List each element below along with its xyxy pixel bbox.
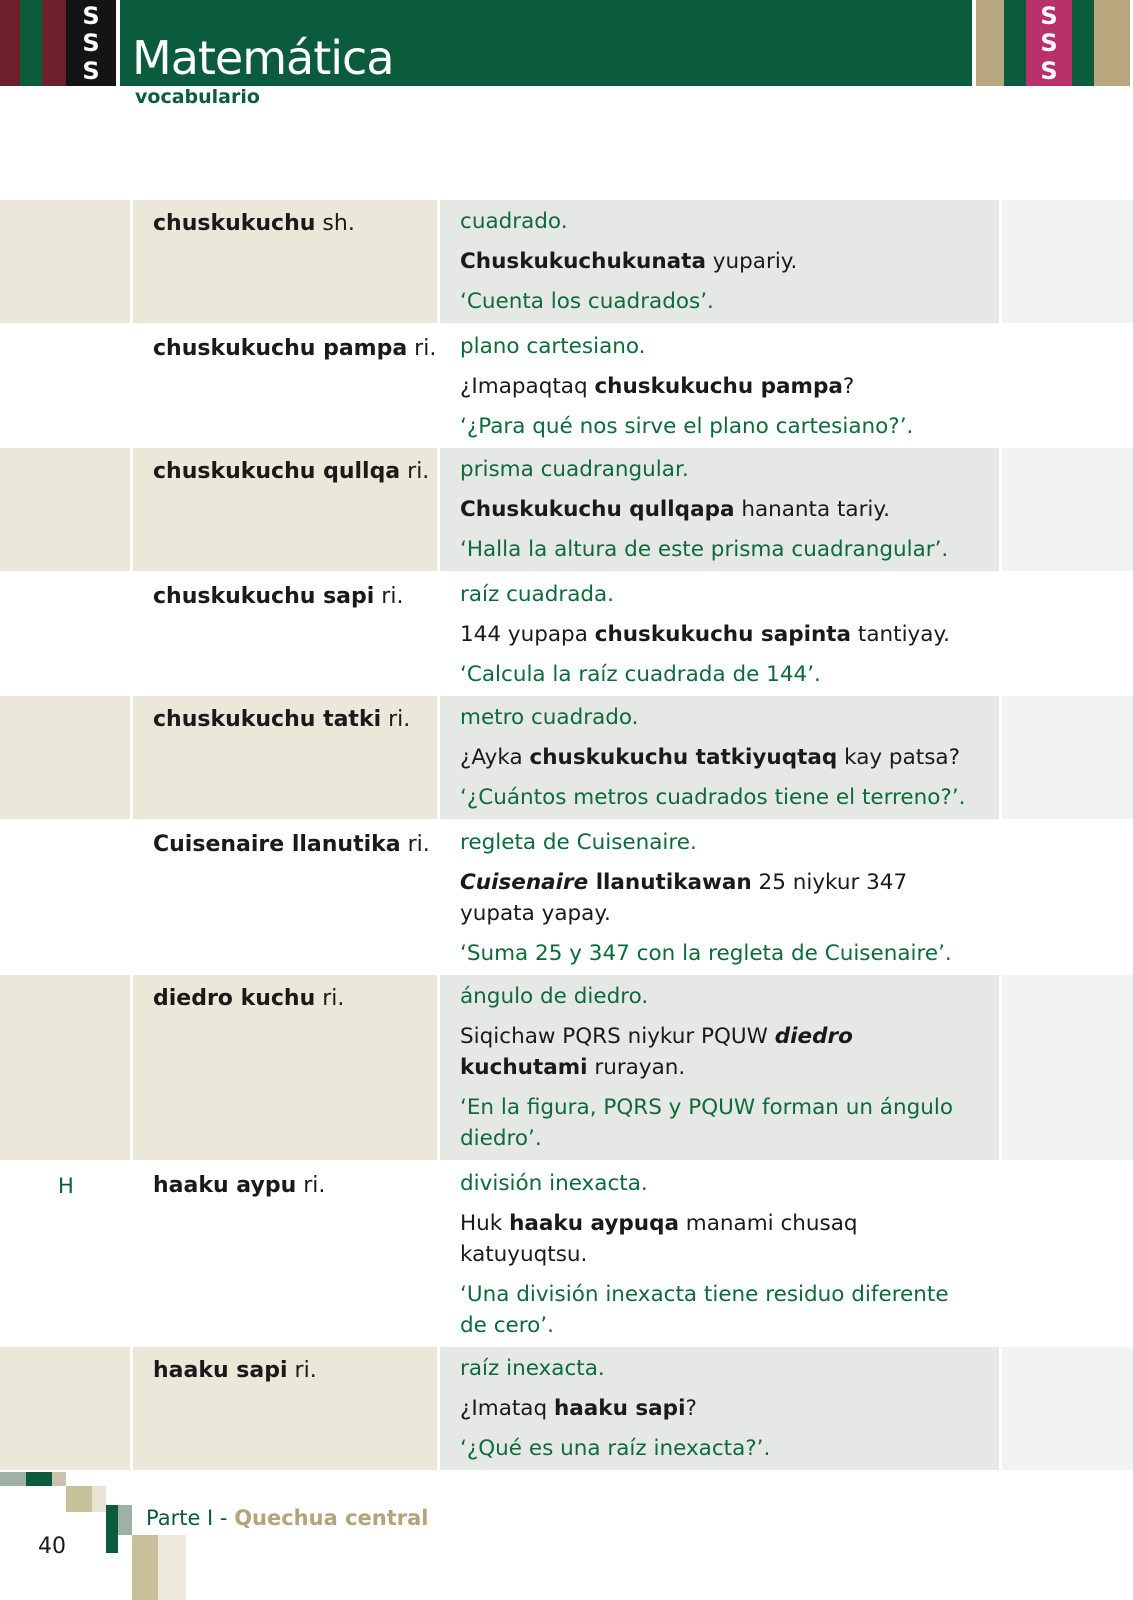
example-translation: ‘Cuenta los cuadrados’. <box>460 289 714 314</box>
footer-part-label <box>146 1506 428 1530</box>
headword <box>133 200 437 238</box>
part-of-speech: ri. <box>296 1173 326 1198</box>
definition-text: división inexacta. <box>460 1171 648 1196</box>
term-cell <box>133 975 437 1160</box>
margin-cell <box>1002 573 1133 696</box>
definition-cell <box>440 325 999 448</box>
headword-text: chuskukuchu pampa <box>153 336 408 361</box>
example-sentence <box>460 371 979 402</box>
vocab-entry-row <box>0 325 1133 448</box>
definition-text: cuadrado. <box>460 209 568 234</box>
footer-part-name: Quechua central <box>234 1506 429 1530</box>
example-sentence <box>460 619 979 650</box>
margin-cell <box>1002 1162 1133 1347</box>
example-segment: kay patsa? <box>837 745 960 770</box>
header-stripe <box>1094 0 1130 86</box>
headword <box>133 448 437 486</box>
example-translation: ‘Calcula la raíz cuadrada de 144’. <box>460 662 821 687</box>
header-stripe <box>976 0 1004 86</box>
example-segment: ? <box>685 1396 697 1421</box>
term-cell <box>133 200 437 323</box>
header-stripe <box>0 0 20 86</box>
header-pattern-glyphs: S S S <box>82 1 100 85</box>
vocab-entry-row <box>0 1347 1133 1472</box>
index-letter-cell <box>0 448 130 571</box>
vocab-entry-row <box>0 1162 1133 1347</box>
index-letter: H <box>58 1174 74 1198</box>
index-letter-cell <box>0 573 130 696</box>
example-segment: llanutikawan <box>588 870 752 895</box>
index-letter-cell <box>0 200 130 323</box>
definition-text: regleta de Cuisenaire. <box>460 830 697 855</box>
footer-square <box>158 1535 186 1600</box>
example-segment: 144 yupapa <box>460 622 595 647</box>
definition-text: ángulo de diedro. <box>460 984 649 1009</box>
headword-text: haaku sapi <box>153 1358 288 1383</box>
footer-square <box>26 1472 52 1486</box>
example-segment: Chuskukuchu qullqapa <box>460 497 735 522</box>
example-sentence <box>460 867 979 929</box>
margin-cell <box>1002 448 1133 571</box>
header-pattern-glyphs: S S S <box>1040 1 1058 85</box>
headword-text: Cuisenaire llanutika <box>153 832 401 857</box>
example-translation: ‘¿Cuántos metros cuadrados tiene el terreno?’. <box>460 785 966 810</box>
term-cell <box>133 696 437 819</box>
term-cell <box>133 1347 437 1470</box>
footer-square <box>0 1472 26 1486</box>
definition-cell <box>440 573 999 696</box>
footer-square <box>118 1505 132 1535</box>
index-letter-cell <box>0 1347 130 1470</box>
footer-square <box>132 1535 158 1600</box>
term-cell <box>133 821 437 975</box>
example-segment: hananta tariy. <box>734 497 890 522</box>
header-stripe <box>1072 0 1094 86</box>
part-of-speech: sh. <box>315 211 355 236</box>
example-segment: chuskukuchu pampa <box>594 374 843 399</box>
example-sentence <box>460 494 979 525</box>
margin-cell <box>1002 975 1133 1160</box>
index-letter-cell <box>0 325 130 448</box>
example-sentence <box>460 742 979 773</box>
example-translation: ‘Suma 25 y 347 con la regleta de Cuisenaire’. <box>460 941 952 966</box>
vocab-entry-row <box>0 975 1133 1162</box>
part-of-speech: ri. <box>400 832 430 857</box>
example-sentence <box>460 1393 979 1424</box>
vocabulary-table <box>0 200 1133 1472</box>
example-segment: Huk <box>460 1211 510 1236</box>
margin-cell <box>1002 696 1133 819</box>
headword <box>133 975 437 1013</box>
header-stripe <box>42 0 66 86</box>
example-segment: Cuisenaire <box>460 870 589 895</box>
definition-cell <box>440 821 999 975</box>
example-segment: haaku aypuqa <box>509 1211 679 1236</box>
example-sentence <box>460 1021 979 1083</box>
headword <box>133 821 437 859</box>
margin-cell <box>1002 1347 1133 1470</box>
headword <box>133 1162 437 1200</box>
footer-part-prefix: Parte I - <box>146 1506 235 1530</box>
margin-cell <box>1002 821 1133 975</box>
example-translation: ‘¿Qué es una raíz inexacta?’. <box>460 1436 771 1461</box>
margin-cell <box>1002 200 1133 323</box>
index-letter-cell <box>0 821 130 975</box>
example-segment: 25 niykur 347 yupata yapay. <box>460 870 908 926</box>
example-sentence <box>460 246 979 277</box>
example-segment: diedro <box>774 1024 853 1049</box>
footer-square <box>66 1486 92 1512</box>
index-letter-cell <box>0 696 130 819</box>
example-segment: rurayan. <box>587 1055 686 1080</box>
vocab-entry-row <box>0 696 1133 821</box>
definition-cell <box>440 1162 999 1347</box>
example-segment: tantiyay. <box>851 622 950 647</box>
example-segment: chuskukuchu tatkiyuqtaq <box>529 745 838 770</box>
footer-square <box>106 1505 118 1553</box>
headword-text: chuskukuchu tatki <box>153 707 382 732</box>
example-segment: yupariy. <box>705 249 798 274</box>
vocab-entry-row <box>0 573 1133 696</box>
page-header <box>0 0 1133 86</box>
headword-text: chuskukuchu <box>153 211 316 236</box>
part-of-speech: ri. <box>381 707 411 732</box>
definition-cell <box>440 448 999 571</box>
definition-cell <box>440 696 999 819</box>
definition-text: prisma cuadrangular. <box>460 457 689 482</box>
margin-cell <box>1002 325 1133 448</box>
definition-cell <box>440 975 999 1160</box>
header-title-bar <box>120 0 972 86</box>
example-translation: ‘¿Para qué nos sirve el plano cartesiano?’. <box>460 414 914 439</box>
term-cell <box>133 573 437 696</box>
example-translation: ‘Una división inexacta tiene residuo diferente de cero’. <box>460 1282 949 1338</box>
vocab-entry-row <box>0 200 1133 325</box>
headword-text: diedro kuchu <box>153 986 316 1011</box>
index-letter-cell <box>0 1162 130 1347</box>
part-of-speech: ri. <box>287 1358 317 1383</box>
definition-text: plano cartesiano. <box>460 334 646 359</box>
headword-text: chuskukuchu qullqa <box>153 459 401 484</box>
definition-text: raíz inexacta. <box>460 1356 605 1381</box>
footer-square <box>92 1486 106 1512</box>
vocab-entry-row <box>0 448 1133 573</box>
definition-text: metro cuadrado. <box>460 705 639 730</box>
headword <box>133 573 437 611</box>
example-translation: ‘En la figura, PQRS y PQUW forman un ángulo diedro’. <box>460 1095 953 1151</box>
vocab-entry-row <box>0 821 1133 975</box>
definition-text: raíz cuadrada. <box>460 582 615 607</box>
example-segment: haaku sapi <box>553 1396 686 1421</box>
example-segment: ¿Imataq <box>460 1396 554 1421</box>
example-segment: ¿Ayka <box>460 745 530 770</box>
headword <box>133 325 437 363</box>
section-subtitle: vocabulario <box>135 86 260 108</box>
term-cell <box>133 448 437 571</box>
example-segment: ¿Imapaqtaq <box>460 374 595 399</box>
example-translation: ‘Halla la altura de este prisma cuadrangular’. <box>460 537 949 562</box>
example-sentence <box>460 1208 979 1270</box>
part-of-speech: ri. <box>315 986 345 1011</box>
example-segment: kuchutami <box>460 1055 588 1080</box>
part-of-speech: ri. <box>407 336 437 361</box>
headword-text: haaku aypu <box>153 1173 297 1198</box>
definition-cell <box>440 1347 999 1470</box>
definition-cell <box>440 200 999 323</box>
header-stripe <box>20 0 42 86</box>
example-segment: manami chusaq katuyuqtsu. <box>460 1211 858 1267</box>
example-segment: Chuskukuchukunata <box>460 249 706 274</box>
part-of-speech: ri. <box>400 459 430 484</box>
part-of-speech: ri. <box>374 584 404 609</box>
headword-text: chuskukuchu sapi <box>153 584 375 609</box>
header-stripe <box>1004 0 1026 86</box>
example-segment: chuskukuchu sapinta <box>594 622 852 647</box>
index-letter-cell <box>0 975 130 1160</box>
term-cell <box>133 325 437 448</box>
page-number: 40 <box>38 1534 66 1559</box>
headword <box>133 696 437 734</box>
term-cell <box>133 1162 437 1347</box>
headword <box>133 1347 437 1385</box>
example-segment: ? <box>842 374 855 399</box>
footer-square <box>52 1472 66 1486</box>
page-title: Matemática <box>132 31 394 85</box>
example-segment: Siqichaw PQRS niykur PQUW <box>460 1024 775 1049</box>
